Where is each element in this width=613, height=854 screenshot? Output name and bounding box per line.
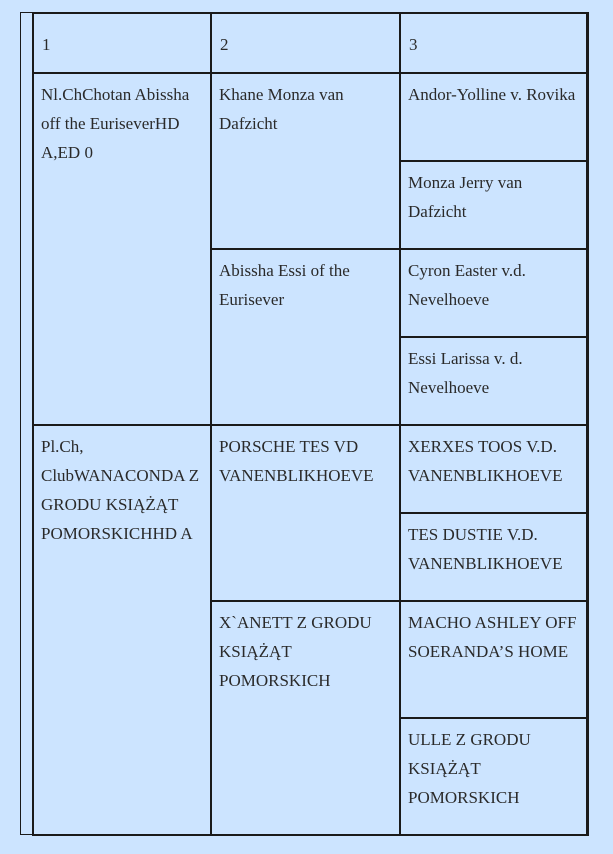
pedigree-table bbox=[32, 12, 589, 836]
header-row bbox=[33, 13, 588, 73]
sire-dam-dam-name: Essi Larissa v. d. Nevelhoeve bbox=[408, 349, 523, 397]
dam-sire-sire-cell bbox=[400, 425, 588, 513]
dam-dam-dam-name: ULLE Z GRODU KSIĄŻĄT POMORSKICH bbox=[408, 730, 531, 807]
sire-sire-cell bbox=[211, 73, 400, 249]
dam-dam-dam-cell bbox=[400, 718, 588, 835]
sire-dam-name: Abissha Essi of the Eurisever bbox=[219, 261, 350, 309]
dam-dam-sire-cell bbox=[400, 601, 588, 718]
sire-sire-dam-name: Monza Jerry van Dafzicht bbox=[408, 173, 523, 221]
sire-dam-dam-cell bbox=[400, 337, 588, 425]
header-generation-3: 3 bbox=[400, 13, 588, 73]
dam-sire-name: PORSCHE TES VD VANENBLIKHOEVE bbox=[219, 437, 374, 485]
sire-dam-sire-name: Cyron Easter v.d. Nevelhoeve bbox=[408, 261, 526, 309]
header-generation-2: 2 bbox=[211, 13, 400, 73]
sire-sire-name: Khane Monza van Dafzicht bbox=[219, 85, 344, 133]
dam-dam-name: X`ANETT Z GRODU KSIĄŻĄT POMORSKICH bbox=[219, 613, 372, 690]
dam-sire-sire-name: XERXES TOOS V.D. VANENBLIKHOEVE bbox=[408, 437, 563, 485]
sire-cell bbox=[33, 73, 211, 425]
dam-dam-cell bbox=[211, 601, 400, 835]
dam-name: Pl.Ch, ClubWANACONDA Z GRODU KSIĄŻĄT POMORSKICHHD A bbox=[41, 437, 200, 543]
dam-cell bbox=[33, 425, 211, 835]
sire-name: Nl.ChChotan Abissha off the EuriseverHD A,ED 0 bbox=[41, 85, 190, 162]
dam-sire-dam-name: TES DUSTIE V.D. VANENBLIKHOEVE bbox=[408, 525, 563, 573]
header-generation-1: 1 bbox=[33, 13, 211, 73]
sire-sire-sire-name: Andor-Yolline v. Rovika bbox=[408, 85, 576, 104]
sire-sire-sire-cell bbox=[400, 73, 588, 161]
dam-sire-dam-cell bbox=[400, 513, 588, 601]
dam-sire-cell bbox=[211, 425, 400, 601]
dam-dam-sire-name: MACHO ASHLEY OFF SOERANDA’S HOME bbox=[408, 613, 577, 661]
sire-dam-sire-cell bbox=[400, 249, 588, 337]
sire-sire-dam-cell bbox=[400, 161, 588, 249]
sire-dam-cell bbox=[211, 249, 400, 425]
